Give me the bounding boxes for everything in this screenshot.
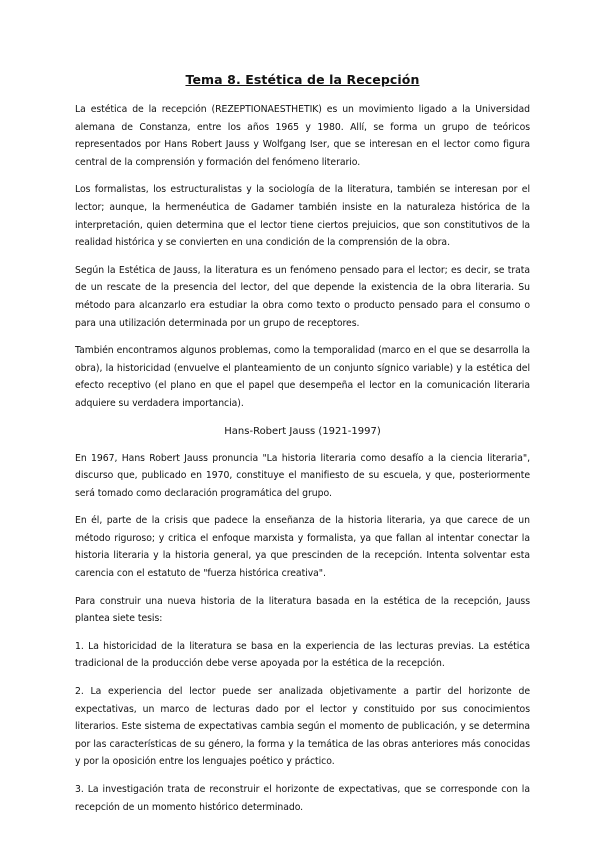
paragraph-intro-2: Los formalistas, los estructuralistas y la sociología de la literatura, también se interesan por el lector; aunque, la hermenéutica de Gadamer también insiste en la naturaleza histórica de la interpretación, quien determina que el lector tiene ciertos prejuicios, que son constitutivos de la realidad histórica y se convierten en una condición de la comprensión de la obra. <box>75 184 530 249</box>
paragraph-jauss-2: En él, parte de la crisis que padece la enseñanza de la historia literaria, ya que carece de un método riguroso; y critica el enfoque marxista y formalista, ya que fallan al intentar conectar la historia literaria y la historia general, ya que prescinden de la recepción. Intenta solventar esta carencia con el estatuto de "fuerza histórica creativa". <box>75 515 530 580</box>
paragraph-jauss-3: Para construir una nueva historia de la literatura basada en la estética de la recepción, Jauss plantea siete tesis: <box>75 595 530 625</box>
document-title: Tema 8. Estética de la Recepción <box>185 72 420 87</box>
section-heading-jauss: Hans-Robert Jauss (1921-1997) <box>224 425 381 437</box>
paragraph-intro-3: Según la Estética de Jauss, la literatura es un fenómeno pensado para el lector; es decir, se trata de un rescate de la presencia del lector, del que depende la existencia de la obra literaria. Su método para alcanzarlo era estudiar la obra como texto o producto pensado para el consumo o para una utilización determinada por un grupo de receptores. <box>75 264 530 329</box>
thesis-2: 2. La experiencia del lector puede ser analizada objetivamente a partir del horizonte de expectativas, un marco de lecturas dado por el lector y constituido por sus conocimientos literarios. Este sistema de expectativas cambia según el momento de publicación, y se determina por las características de su género, la forma y la temática de las obras anteriores más conocidas y por la oposición entre los lenguajes poético y práctico. <box>75 686 530 768</box>
thesis-1: 1. La historicidad de la literatura se basa en la experiencia de las lecturas previas. La estética tradicional de la producción debe verse apoyada por la estética de la recepción. <box>75 640 530 670</box>
document-page <box>75 72 530 826</box>
paragraph-jauss-1: En 1967, Hans Robert Jauss pronuncia "La historia literaria como desafío a la ciencia literaria", discurso que, publicado en 1970, constituye el manifiesto de su escuela, y que, posteriormente será tomado como declaración programática del grupo. <box>75 452 530 499</box>
paragraph-intro-4: También encontramos algunos problemas, como la temporalidad (marco en el que se desarrolla la obra), la historicidad (envuelve el planteamiento de un conjunto sígnico variable) y la estética del efecto receptivo (el plano en que el papel que desempeña el lector en la comunicación literaria adquiere su verdadera importancia). <box>75 345 530 409</box>
paragraph-intro-1: La estética de la recepción (REZEPTIONAESTHETIK) es un movimiento ligado a la Universidad alemana de Constanza, entre los años 1965 y 1980. Allí, se forma un grupo de teóricos representados por Hans Robert Jauss y Wolfgang Iser, que se interesan en el lector como figura central de la comprensión y formación del fenómeno literario. <box>75 104 530 168</box>
thesis-3: 3. La investigación trata de reconstruir el horizonte de expectativas, que se corresponde con la recepción de un momento histórico determinado. <box>75 784 530 813</box>
